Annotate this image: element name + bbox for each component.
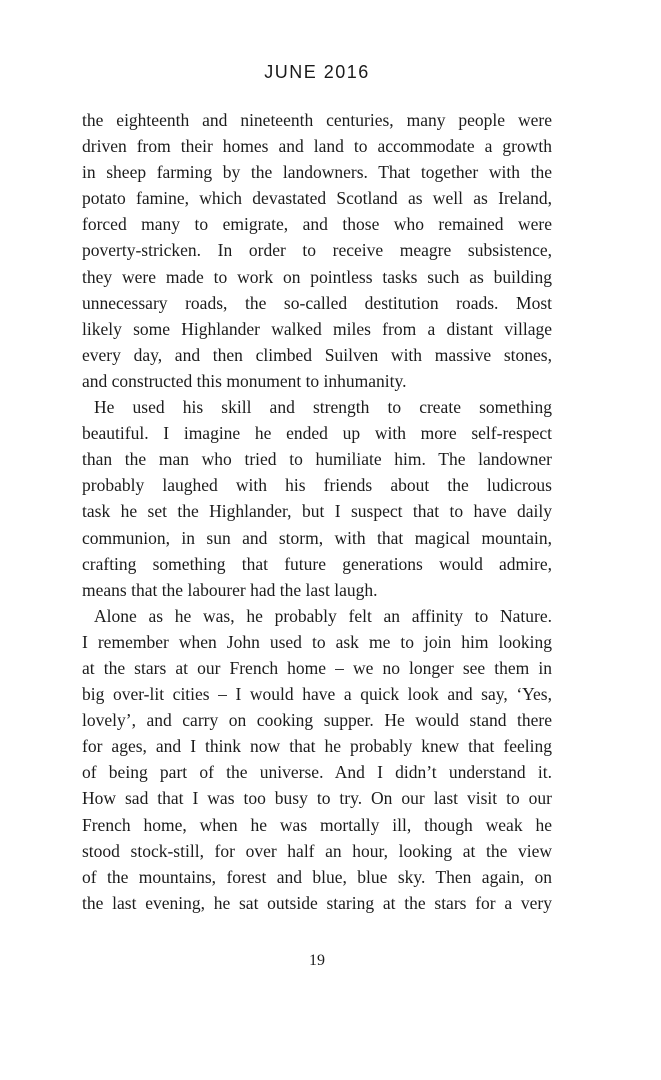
text-line: driven from their homes and land to accommodate a growth — [82, 136, 552, 157]
text-line: Alone as he was, he probably felt an affinity to Nature. — [94, 605, 552, 626]
text-line: beautiful. I imagine he ended up with more self-respect — [82, 423, 552, 444]
text-line: the eighteenth and nineteenth centuries, many people were — [82, 110, 552, 130]
text-line: forced many to emigrate, and those who remained were — [82, 214, 552, 235]
text-line: task he set the Highlander, but I suspect that to have daily — [82, 501, 552, 522]
text-line: likely some Highlander walked miles from a distant village — [82, 318, 552, 339]
text-line: potato famine, which devastated Scotland as well as Ireland, — [82, 188, 552, 209]
text-line: communion, in sun and storm, with that magical mountain, — [82, 527, 552, 548]
text-line: in sheep farming by the landowners. That together with the — [82, 162, 552, 183]
text-line: the last evening, he sat outside staring at the stars for a very — [82, 892, 552, 913]
text-line: He used his skill and strength to create something — [94, 397, 552, 418]
text-line: than the man who tried to humiliate him. The landowner — [82, 449, 552, 470]
text-line: I remember when John used to ask me to join him looking — [82, 631, 552, 652]
text-line: probably laughed with his friends about the ludicrous — [82, 475, 552, 496]
text-line: stood stock-still, for over half an hour, looking at the view — [82, 840, 552, 861]
text-line: unnecessary roads, the so-called destitution roads. Most — [82, 292, 552, 313]
text-line: crafting something that future generations would admire, — [82, 553, 552, 574]
text-line: How sad that I was too busy to try. On our last visit to our — [82, 788, 552, 809]
text-line: at the stars at our French home – we no longer see them in — [82, 657, 552, 678]
text-line: big over-lit cities – I would have a quick look and say, ‘Yes, — [82, 684, 552, 705]
text-line: means that the labourer had the last laugh. — [82, 579, 378, 600]
text-line: of the mountains, forest and blue, blue sky. Then again, on — [82, 866, 552, 887]
text-line: every day, and then climbed Suilven with massive stones, — [82, 344, 552, 365]
text-line: poverty-stricken. In order to receive meagre subsistence, — [82, 240, 552, 261]
body-text — [82, 107, 552, 916]
text-line: for ages, and I think now that he probably knew that feeling — [82, 736, 552, 757]
text-line: of being part of the universe. And I didn’t understand it. — [82, 762, 552, 783]
text-line: French home, when he was mortally ill, though weak he — [82, 814, 552, 835]
text-line: and constructed this monument to inhumanity. — [82, 370, 407, 391]
page-number: 19 — [309, 952, 325, 969]
text-line: lovely’, and carry on cooking supper. He would stand there — [82, 710, 552, 731]
running-header: JUNE 2016 — [264, 62, 370, 82]
text-line: they were made to work on pointless tasks such as building — [82, 266, 552, 287]
